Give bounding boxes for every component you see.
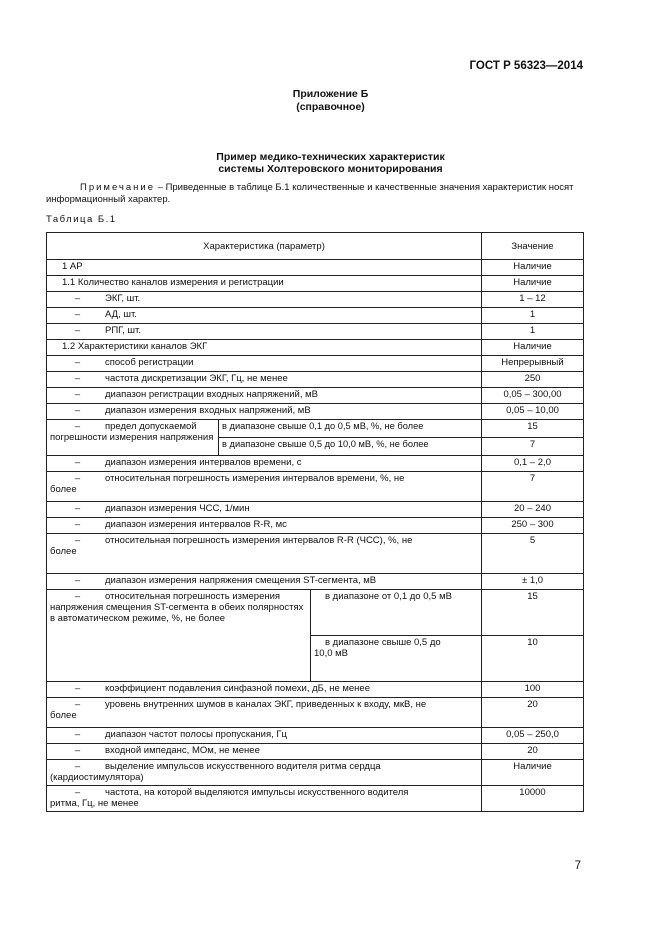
table-row: – диапазон регистрации входных напряжений, мВ: [47, 388, 482, 404]
table-row: – диапазон измерения напряжения смещения ST-сегмента, мВ: [47, 574, 482, 590]
row-value: 100: [482, 682, 584, 698]
table-row: 1.1 Количество каналов измерения и регистрации: [47, 276, 482, 292]
tolerance-sub2: в диапазоне свыше 0,5 до 10,0 мВ, %, не более: [219, 438, 482, 456]
row-value: 0,1 – 2,0: [482, 456, 584, 472]
st-sub2: в диапазоне свыше 0,5 до 10,0 мВ: [311, 636, 482, 682]
row-value: ± 1,0: [482, 574, 584, 590]
row-value: 15: [482, 590, 584, 636]
row-value: 250: [482, 372, 584, 388]
tolerance-sub1: в диапазоне свыше 0,1 до 0,5 мВ, %, не более: [219, 420, 482, 438]
row-value: Наличие: [482, 340, 584, 356]
characteristics-table: [46, 232, 584, 812]
row-value: 0,05 – 10,00: [482, 404, 584, 420]
table-row: – РПГ, шт.: [47, 324, 482, 340]
row-value: 15: [482, 420, 584, 438]
page-number: 7: [574, 860, 581, 872]
st-tolerance-label: – относительная погрешность измерения напряжения смещения ST-сегмента в обеих полярностях в автоматическом режиме, %, не более: [47, 590, 311, 682]
table-row: – входной импеданс, МОм, не менее: [47, 744, 482, 760]
row-value: 7: [482, 472, 584, 502]
note-text: – Приведенные в таблице Б.1 количественные и качественные значения характеристик носят информационный характер.: [46, 182, 574, 205]
table-row: – выделение импульсов искусственного водителя ритма сердца (кардиостимулятора): [47, 760, 482, 786]
table-row: – относительная погрешность измерения интервалов R-R (ЧСС), %, не более: [47, 534, 482, 574]
table-row: – относительная погрешность измерения интервалов времени, %, не более: [47, 472, 482, 502]
table-row: – диапазон частот полосы пропускания, Гц: [47, 728, 482, 744]
column-header-parameter: Характеристика (параметр): [47, 233, 482, 260]
table-row: – способ регистрации: [47, 356, 482, 372]
row-value: Наличие: [482, 760, 584, 786]
row-value: 10: [482, 636, 584, 682]
row-value: 20 – 240: [482, 502, 584, 518]
row-value: Наличие: [482, 260, 584, 276]
row-value: Непрерывный: [482, 356, 584, 372]
row-value: 0,05 – 250,0: [482, 728, 584, 744]
row-value: 0,05 – 300,00: [482, 388, 584, 404]
table-row: – частота дискретизации ЭКГ, Гц, не менее: [47, 372, 482, 388]
row-value: Наличие: [482, 276, 584, 292]
table-row: – диапазон измерения интервалов R-R, мс: [47, 518, 482, 534]
row-value: 7: [482, 438, 584, 456]
row-value: 250 – 300: [482, 518, 584, 534]
column-header-value: Значение: [482, 233, 584, 260]
standard-number: ГОСТ Р 56323—2014: [469, 60, 583, 72]
table-row: – уровень внутренних шумов в каналах ЭКГ, приведенных к входу, мкВ, не более: [47, 698, 482, 728]
row-value: 20: [482, 698, 584, 728]
table-row: – диапазон измерения ЧСС, 1/мин: [47, 502, 482, 518]
table-row: – диапазон измерения интервалов времени, с: [47, 456, 482, 472]
note: [46, 182, 586, 206]
row-value: 1 – 12: [482, 292, 584, 308]
row-value: 10000: [482, 786, 584, 812]
row-value: 5: [482, 534, 584, 574]
st-sub1: в диапазоне от 0,1 до 0,5 мВ: [311, 590, 482, 636]
table-caption: Таблица Б.1: [46, 214, 117, 225]
table-heading-line1: Пример медико-технических характеристик: [216, 151, 445, 163]
row-value: 20: [482, 744, 584, 760]
note-label: Примечание: [80, 182, 155, 193]
table-row: – коэффициент подавления синфазной помехи, дБ, не менее: [47, 682, 482, 698]
table-row: 1.2 Характеристики каналов ЭКГ: [47, 340, 482, 356]
table-row: – частота, на которой выделяются импульсы искусственного водителя ритма, Гц, не менее: [47, 786, 482, 812]
tolerance-label: – предел допускаемой погрешности измерения напряжения: [47, 420, 219, 456]
row-value: 1: [482, 324, 584, 340]
table-row: – АД, шт.: [47, 308, 482, 324]
table-row: – ЭКГ, шт.: [47, 292, 482, 308]
annex-title: Приложение Б: [292, 88, 369, 100]
table-row: – диапазон измерения входных напряжений, мВ: [47, 404, 482, 420]
table-heading-line2: системы Холтеровского мониторирования: [218, 163, 443, 175]
annex-type: (справочное): [296, 101, 365, 113]
row-value: 1: [482, 308, 584, 324]
table-row: 1 АР: [47, 260, 482, 276]
